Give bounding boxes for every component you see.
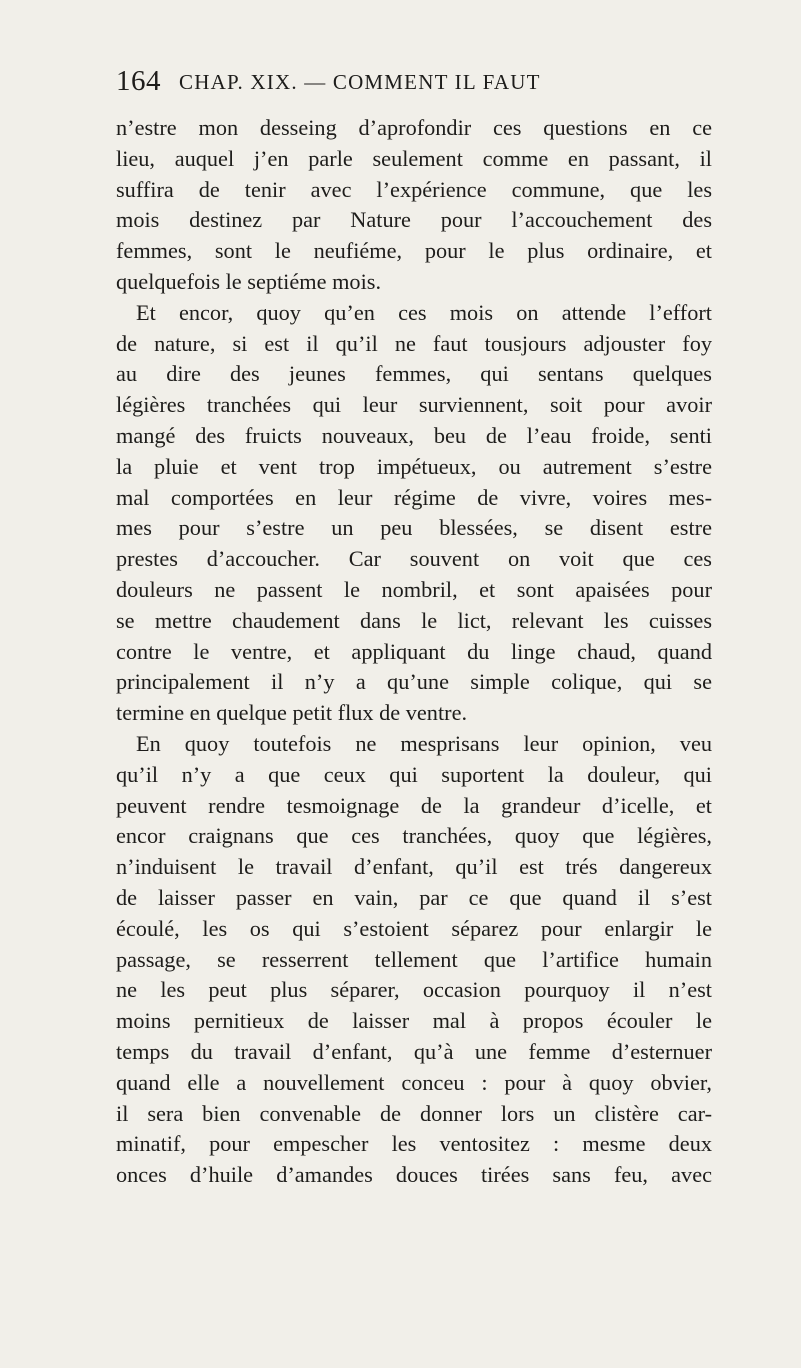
text-line: temps du travail d’enfant, qu’à une femme d’esternuer	[116, 1038, 712, 1064]
text-line: suffira de tenir avec l’expérience commune, que les	[116, 176, 712, 202]
text-line: termine en quelque petit flux de ventre.	[116, 700, 468, 726]
page-header	[116, 64, 716, 98]
text-line: encor craignans que ces tranchées, quoy que légières,	[116, 823, 712, 849]
text-line: prestes d’accoucher. Car souvent on voit que ces	[116, 546, 712, 572]
text-line: Et encor, quoy qu’en ces mois on attende l’effort	[136, 299, 712, 325]
text-line: ne les peut plus séparer, occasion pourquoy il n’est	[116, 977, 712, 1003]
text-line: de laisser passer en vain, par ce que quand il s’est	[116, 884, 712, 910]
text-line: n’estre mon desseing d’aprofondir ces questions en ce	[116, 115, 712, 140]
running-head: CHAP. XIX. — COMMENT IL FAUT	[179, 70, 541, 94]
text-line: moins pernitieux de laisser mal à propos écouler le	[116, 1008, 712, 1034]
text-line: minatif, pour empescher les ventositez : mesme deux	[116, 1131, 712, 1157]
text-line: mois destinez par Nature pour l’accouchement des	[116, 207, 712, 233]
text-line: douleurs ne passent le nombril, et sont apaisées pour	[116, 576, 712, 602]
text-line: peuvent rendre tesmoignage de la grandeur d’icelle, et	[116, 792, 712, 818]
text-line: mal comportées en leur régime de vivre, voires mes-	[116, 484, 712, 510]
text-line: quand elle a nouvellement conceu : pour à quoy obvier,	[116, 1069, 712, 1095]
text-line: femmes, sont le neufiéme, pour le plus ordinaire, et	[116, 238, 712, 264]
text-line: qu’il n’y a que ceux qui suportent la douleur, qui	[116, 761, 712, 787]
text-line: légières tranchées qui leur surviennent, soit pour avoir	[116, 392, 712, 418]
text-line: mangé des fruicts nouveaux, beu de l’eau froide, senti	[116, 422, 712, 448]
text-line: passage, se resserrent tellement que l’artifice humain	[116, 946, 712, 972]
text-line: n’induisent le travail d’enfant, qu’il est trés dangereux	[116, 854, 712, 880]
text-line: onces d’huile d’amandes douces tirées sans feu, avec	[116, 1162, 712, 1188]
body-text	[116, 113, 712, 1191]
text-line: quelquefois le septiéme mois.	[116, 268, 382, 294]
text-line: il sera bien convenable de donner lors un clistère car-	[116, 1100, 712, 1126]
text-line: au dire des jeunes femmes, qui sentans quelques	[116, 361, 712, 387]
text-line: contre le ventre, et appliquant du linge chaud, quand	[116, 638, 712, 664]
text-line: la pluie et vent trop impétueux, ou autrement s’estre	[116, 453, 712, 479]
page-number: 164	[116, 65, 161, 97]
text-line: principalement il n’y a qu’une simple colique, qui se	[116, 669, 712, 695]
text-line: se mettre chaudement dans le lict, relevant les cuisses	[116, 607, 712, 633]
text-line: écoulé, les os qui s’estoient séparez pour enlargir le	[116, 915, 712, 941]
text-line: mes pour s’estre un peu blessées, se disent estre	[116, 515, 712, 541]
text-line: lieu, auquel j’en parle seulement comme en passant, il	[116, 145, 712, 171]
text-line: En quoy toutefois ne mesprisans leur opinion, veu	[136, 730, 712, 756]
text-line: de nature, si est il qu’il ne faut tousjours adjouster foy	[116, 330, 712, 356]
